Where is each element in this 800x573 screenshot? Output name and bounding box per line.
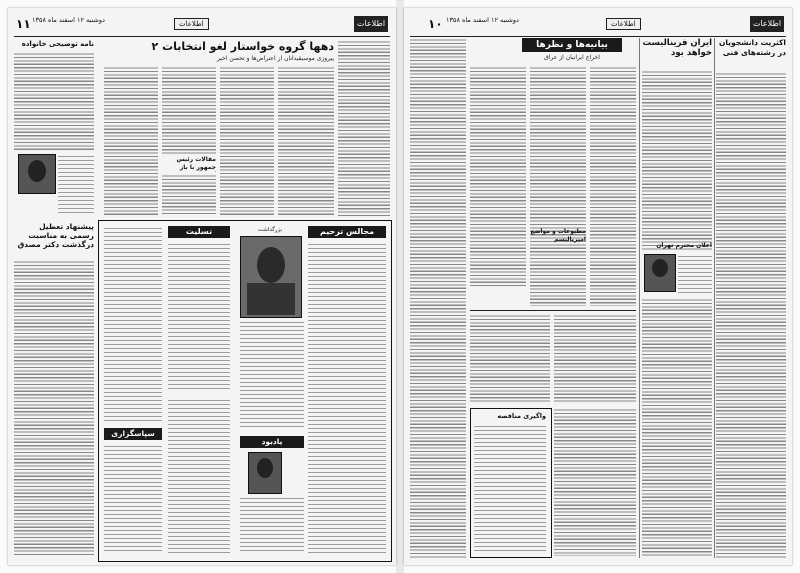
left-main-headline: دهها گروه خواستار لغو انتخابات ۲ [151, 40, 334, 53]
right-page-logo: اطلاعات [750, 16, 784, 32]
sepas-banner: سپاسگزاری [104, 428, 162, 440]
person-side-text [678, 254, 712, 294]
left-body-col-3 [220, 66, 274, 216]
left-page-masthead: اطلاعات [174, 18, 209, 30]
yadbood-photo [248, 452, 282, 494]
left-body-col-5 [338, 40, 390, 216]
right-page-number: ۱۰ [428, 17, 443, 31]
bottom-notice-text [474, 424, 546, 552]
right-page-masthead: اطلاعات [606, 18, 641, 30]
right-page-date: دوشنبه ۱۲ اسفند ماه ۱۳۵۸ [446, 16, 519, 24]
left-side-column-text [14, 260, 94, 556]
right-title-col-text [642, 70, 712, 250]
memorial-photo [240, 236, 302, 318]
left-top-column-text [14, 52, 94, 152]
left-page-header [14, 14, 390, 37]
right-col-1 [410, 38, 466, 558]
majlis-banner: مجالس ترحیم [308, 226, 386, 238]
right-sub-headline: اخراج ایرانیان از عراق [544, 54, 600, 61]
left-body-col-2b [162, 174, 216, 216]
left-sub-headline: پیروزی موسیقیدانان از اعتراض‌ها و تحصن اخیر [217, 55, 334, 62]
left-small-portrait [18, 154, 56, 194]
right-page [404, 8, 792, 565]
right-col-2 [470, 66, 526, 286]
tasliat-text [168, 242, 230, 392]
right-left-subtitle: اکثریت دانشجویان در رشته‌های فنی [718, 38, 786, 57]
right-left-title: ایران فرینالیست خواهد بود [642, 38, 712, 58]
left-page-logo: اطلاعات [354, 16, 388, 32]
right-lower-col-1 [470, 314, 550, 404]
right-mid-title: مطبوعات و مواضع امپریالیسم [530, 228, 586, 243]
right-page-header [410, 14, 786, 37]
right-lower-col-3 [554, 408, 636, 556]
right-section-rule [470, 310, 636, 311]
left-body-col-1 [104, 66, 158, 216]
memorial-text [240, 320, 304, 430]
left-body-col-4 [278, 66, 334, 216]
yadbood-text [240, 496, 304, 554]
right-main-headline: بیانیه‌ها و نظرها [522, 38, 622, 52]
person-caption: اعلان محترم تهران [656, 242, 712, 249]
page-gutter [396, 0, 404, 573]
classified-col-left [104, 226, 162, 422]
right-col-6 [716, 72, 786, 558]
bottom-notice-title: واگیری مناقصه [497, 412, 546, 420]
right-lower-col-2 [554, 314, 636, 404]
person-photo [644, 254, 676, 292]
right-col-5 [642, 298, 712, 556]
left-portrait-text [58, 154, 94, 214]
left-body-col-2 [162, 66, 216, 154]
left-mid-headline: مقالات رئیس جمهور با باز [176, 156, 216, 171]
right-col-4 [590, 66, 636, 306]
left-top-column-title: نامه توضیحی خانواده [21, 40, 94, 48]
sepas-text [104, 444, 162, 554]
left-page [8, 8, 396, 565]
left-page-number: ۱۱ [16, 17, 31, 31]
yadbood-banner: یادبود [240, 436, 304, 448]
memorial-photo-caption: بزرگداشت [257, 227, 283, 233]
right-col-3 [530, 66, 586, 306]
tasliat-text-2 [168, 398, 230, 554]
left-side-headline: پیشنهاد تعطیل رسمی به مناسبت درگذشت دکتر مصدق [17, 222, 94, 249]
majlis-text [308, 242, 386, 554]
left-page-date: دوشنبه ۱۲ اسفند ماه ۱۳۵۸ [32, 16, 105, 24]
tasliat-banner: تسلیت [168, 226, 230, 238]
